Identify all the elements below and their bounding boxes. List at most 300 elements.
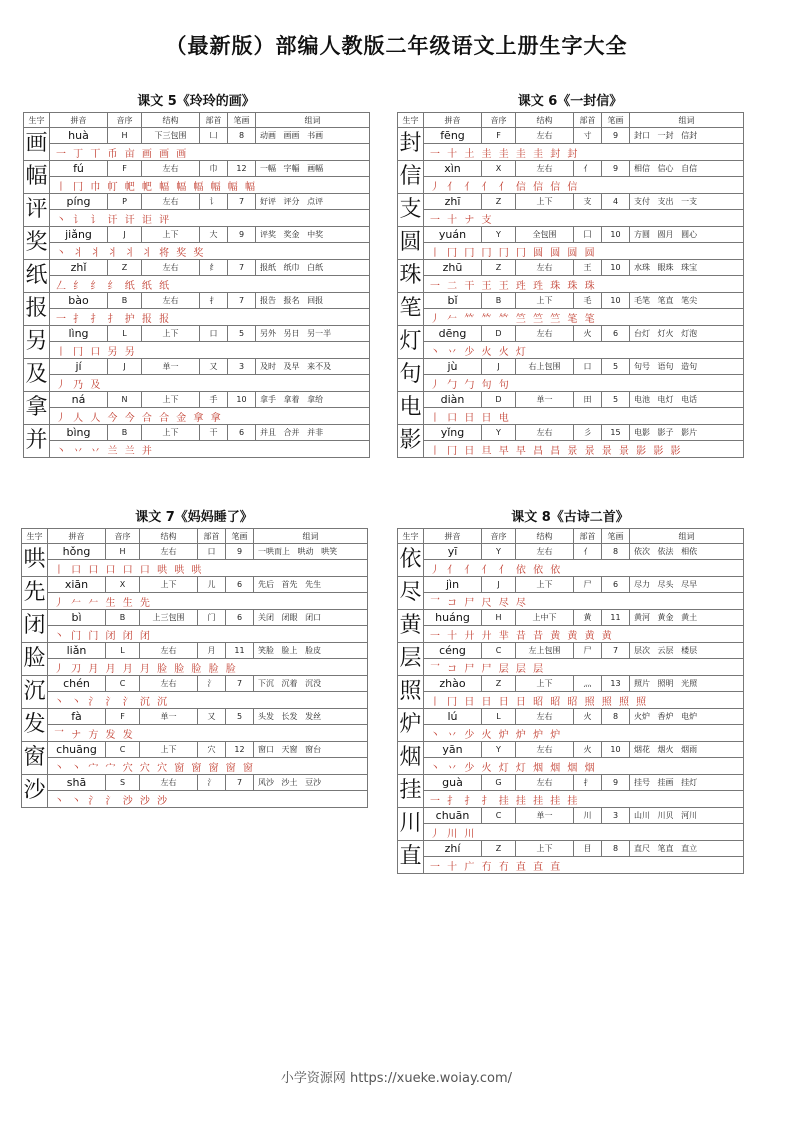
radical-cell: 口 (200, 326, 228, 342)
stroke-order-cell: 丶 门 门 闭 闭 闭 (48, 626, 368, 643)
pinyin-cell: yī (424, 544, 482, 560)
stroke-order-cell: 乛 コ 尸 尺 尽 尽 (424, 593, 744, 610)
lesson-title: 课文 5《玲玲的画》 (137, 94, 255, 109)
stroke-count-cell: 8 (602, 709, 630, 725)
character-cell: 川 (398, 808, 424, 841)
character-cell: 先 (22, 577, 48, 610)
radical-cell: 纟 (200, 260, 228, 276)
words-cell: 台灯 灯火 灯泡 (630, 326, 744, 342)
stroke-count-cell: 3 (228, 359, 256, 375)
character-cell: 评 (24, 194, 50, 227)
stroke-count-cell: 10 (228, 392, 256, 408)
initial-cell: H (106, 544, 140, 560)
stroke-order-cell: 丶 丶 氵 氵 沙 沙 沙 (48, 791, 368, 808)
words-cell: 并且 合并 并非 (256, 425, 370, 441)
structure-cell: 上下 (142, 326, 200, 342)
words-cell: 层次 云层 楼层 (630, 643, 744, 659)
stroke-count-cell: 5 (602, 359, 630, 375)
radical-cell: 火 (574, 742, 602, 758)
pinyin-cell: bǐ (424, 293, 482, 309)
structure-cell: 上下 (516, 577, 574, 593)
character-cell: 尽 (398, 577, 424, 610)
pinyin-cell: fà (48, 709, 106, 725)
stroke-count-cell: 9 (228, 227, 256, 243)
character-cell: 烟 (398, 742, 424, 775)
character-cell: 沉 (22, 676, 48, 709)
radical-cell: 巾 (200, 161, 228, 177)
structure-cell: 左右 (140, 643, 198, 659)
initial-cell: C (482, 808, 516, 824)
radical-cell: 目 (574, 841, 602, 857)
words-cell: 支付 支出 一支 (630, 194, 744, 210)
table-row (24, 293, 370, 309)
stroke-order-cell: 丨 冂 日 日 日 日 昭 昭 昭 照 照 照 照 (424, 692, 744, 709)
radical-cell: 大 (200, 227, 228, 243)
initial-cell: B (108, 425, 142, 441)
structure-cell: 上下 (142, 392, 200, 408)
pinyin-cell: jìn (424, 577, 482, 593)
radical-cell: 又 (198, 709, 226, 725)
stroke-order-cell: 丿 川 川 (424, 824, 744, 841)
column-header: 部首 (200, 113, 228, 128)
stroke-count-cell: 6 (226, 577, 254, 593)
pinyin-cell: hǒng (48, 544, 106, 560)
pinyin-cell: fēng (424, 128, 482, 144)
table-header (24, 113, 370, 128)
character-cell: 灯 (398, 326, 424, 359)
stroke-order-cell: 丶 丷 丷 兰 兰 并 (50, 441, 370, 458)
stroke-order-row (22, 626, 368, 643)
pinyin-cell: yǐng (424, 425, 482, 441)
stroke-count-cell: 5 (602, 392, 630, 408)
radical-cell: 又 (200, 359, 228, 375)
table-row (22, 775, 368, 791)
stroke-order-cell: 丿 人 人 今 今 合 合 金 拿 拿 (50, 408, 370, 425)
structure-cell: 上下 (516, 676, 574, 692)
radical-cell: 穴 (198, 742, 226, 758)
initial-cell: D (482, 326, 516, 342)
pinyin-cell: lìng (50, 326, 108, 342)
table-row (398, 293, 744, 309)
table-row (22, 709, 368, 725)
structure-cell: 单一 (140, 709, 198, 725)
structure-cell: 上下 (516, 293, 574, 309)
stroke-order-cell: 一 丁 丅 币 亩 画 画 画 (50, 144, 370, 161)
structure-cell: 上下 (142, 425, 200, 441)
stroke-count-cell: 9 (602, 775, 630, 791)
character-cell: 脸 (22, 643, 48, 676)
words-cell: 报告 报名 回报 (256, 293, 370, 309)
character-cell: 直 (398, 841, 424, 874)
stroke-count-cell: 12 (226, 742, 254, 758)
initial-cell: H (482, 610, 516, 626)
table-row (24, 326, 370, 342)
pinyin-cell: liǎn (48, 643, 106, 659)
radical-cell: 黄 (574, 610, 602, 626)
stroke-order-row (398, 441, 744, 458)
column-header: 结构 (140, 529, 198, 544)
stroke-count-cell: 10 (602, 260, 630, 276)
initial-cell: X (482, 161, 516, 177)
page-title: （最新版）部编人教版二年级语文上册生字大全 (165, 34, 628, 58)
initial-cell: Y (482, 425, 516, 441)
column-header: 结构 (142, 113, 200, 128)
table-row (22, 676, 368, 692)
table-row (398, 676, 744, 692)
structure-cell: 右上包围 (516, 359, 574, 375)
stroke-order-cell: 丶 丷 少 火 炉 炉 炉 炉 (424, 725, 744, 742)
structure-cell: 左右 (516, 425, 574, 441)
words-cell: 报纸 纸巾 白纸 (256, 260, 370, 276)
pinyin-cell: dēng (424, 326, 482, 342)
structure-cell: 上下 (142, 227, 200, 243)
initial-cell: N (108, 392, 142, 408)
pinyin-cell: jù (424, 359, 482, 375)
stroke-order-row (398, 857, 744, 874)
initial-cell: S (106, 775, 140, 791)
character-cell: 珠 (398, 260, 424, 293)
column-header: 生字 (398, 529, 424, 544)
table-row (398, 392, 744, 408)
words-cell: 挂号 挂画 挂灯 (630, 775, 744, 791)
stroke-count-cell: 8 (228, 128, 256, 144)
column-header: 组词 (630, 113, 744, 128)
stroke-order-row (22, 758, 368, 775)
stroke-order-row (24, 375, 370, 392)
initial-cell: C (482, 643, 516, 659)
words-cell: 烟花 烟火 烟雨 (630, 742, 744, 758)
table-row (22, 544, 368, 560)
stroke-count-cell: 6 (226, 610, 254, 626)
column-header: 拼音 (424, 529, 482, 544)
table-row (22, 742, 368, 758)
initial-cell: J (108, 227, 142, 243)
radical-cell: 彡 (574, 425, 602, 441)
character-table (397, 112, 744, 458)
pinyin-cell: zhī (424, 194, 482, 210)
pinyin-cell: huà (50, 128, 108, 144)
pinyin-cell: lú (424, 709, 482, 725)
stroke-order-cell: 丿 亻 亻 亻 亻 信 信 信 信 (424, 177, 744, 194)
radical-cell: 干 (200, 425, 228, 441)
character-cell: 奖 (24, 227, 50, 260)
initial-cell: B (482, 293, 516, 309)
stroke-order-cell: 丿 乃 及 (50, 375, 370, 392)
table-header (398, 529, 744, 544)
stroke-count-cell: 11 (602, 610, 630, 626)
pinyin-cell: xìn (424, 161, 482, 177)
stroke-count-cell: 7 (228, 293, 256, 309)
table-row (398, 425, 744, 441)
character-cell: 影 (398, 425, 424, 458)
stroke-count-cell: 9 (226, 544, 254, 560)
initial-cell: Y (482, 742, 516, 758)
column-header: 生字 (24, 113, 50, 128)
words-cell: 直尺 笔直 直立 (630, 841, 744, 857)
character-cell: 闭 (22, 610, 48, 643)
stroke-order-cell: 一 扌 扌 扌 护 报 报 (50, 309, 370, 326)
words-cell: 山川 川贝 河川 (630, 808, 744, 824)
initial-cell: Z (482, 676, 516, 692)
radical-cell: 灬 (574, 676, 602, 692)
column-header: 笔画 (602, 113, 630, 128)
table-row (398, 194, 744, 210)
stroke-order-cell: 𠃋 纟 纟 纟 纸 纸 纸 (50, 276, 370, 293)
radical-cell: 凵 (200, 128, 228, 144)
stroke-order-row (398, 243, 744, 260)
stroke-count-cell: 3 (602, 808, 630, 824)
column-header: 结构 (516, 113, 574, 128)
table-header (22, 529, 368, 544)
stroke-order-cell: 一 十 广 冇 冇 直 直 直 (424, 857, 744, 874)
structure-cell: 左右 (516, 128, 574, 144)
stroke-count-cell: 6 (602, 577, 630, 593)
initial-cell: Y (482, 227, 516, 243)
initial-cell: Z (482, 841, 516, 857)
structure-cell: 左右 (516, 709, 574, 725)
stroke-order-cell: 乛 ナ 方 发 发 (48, 725, 368, 742)
stroke-order-row (22, 560, 368, 577)
pinyin-cell: ná (50, 392, 108, 408)
initial-cell: J (108, 359, 142, 375)
stroke-order-row (398, 210, 744, 227)
pinyin-cell: bì (48, 610, 106, 626)
stroke-order-row (22, 593, 368, 610)
lesson-block (397, 508, 743, 874)
stroke-count-cell: 4 (602, 194, 630, 210)
pinyin-cell: zhū (424, 260, 482, 276)
table-row (398, 544, 744, 560)
stroke-order-cell: 丶 丶 宀 宀 穴 穴 穴 窗 窗 窗 窗 窗 (48, 758, 368, 775)
character-cell: 挂 (398, 775, 424, 808)
stroke-count-cell: 7 (226, 676, 254, 692)
words-cell: 黄河 黄金 黄土 (630, 610, 744, 626)
words-cell: 头发 长发 发丝 (254, 709, 368, 725)
radical-cell: 寸 (574, 128, 602, 144)
initial-cell: C (106, 742, 140, 758)
structure-cell: 左右 (142, 293, 200, 309)
initial-cell: F (106, 709, 140, 725)
words-cell: 毛笔 笔直 笔尖 (630, 293, 744, 309)
table-row (398, 161, 744, 177)
character-cell: 并 (24, 425, 50, 458)
table-row (24, 227, 370, 243)
column-header: 拼音 (50, 113, 108, 128)
column-header: 笔画 (602, 529, 630, 544)
character-cell: 封 (398, 128, 424, 161)
stroke-count-cell: 9 (602, 161, 630, 177)
pinyin-cell: huáng (424, 610, 482, 626)
pinyin-cell: céng (424, 643, 482, 659)
column-header: 拼音 (48, 529, 106, 544)
stroke-order-row (398, 309, 744, 326)
words-cell: 及时 及早 来不及 (256, 359, 370, 375)
pinyin-cell: chuān (424, 808, 482, 824)
pinyin-cell: píng (50, 194, 108, 210)
table-row (398, 742, 744, 758)
stroke-order-row (398, 659, 744, 676)
stroke-order-cell: 丶 丷 少 火 灯 灯 烟 烟 烟 烟 (424, 758, 744, 775)
character-cell: 另 (24, 326, 50, 359)
stroke-order-cell: 一 扌 扌 扌 挂 挂 挂 挂 挂 (424, 791, 744, 808)
radical-cell: 儿 (198, 577, 226, 593)
radical-cell: 尸 (574, 577, 602, 593)
radical-cell: 月 (198, 643, 226, 659)
stroke-count-cell: 10 (602, 227, 630, 243)
radical-cell: 火 (574, 709, 602, 725)
character-cell: 窗 (22, 742, 48, 775)
initial-cell: L (106, 643, 140, 659)
character-cell: 圆 (398, 227, 424, 260)
words-cell: 水珠 眼珠 珠宝 (630, 260, 744, 276)
stroke-order-cell: 丿 刀 月 月 月 月 脸 脸 脸 脸 脸 (48, 659, 368, 676)
table-row (24, 260, 370, 276)
structure-cell: 左右 (142, 161, 200, 177)
column-header: 生字 (398, 113, 424, 128)
table-row (24, 161, 370, 177)
stroke-order-row (24, 342, 370, 359)
structure-cell: 左上包围 (516, 643, 574, 659)
pinyin-cell: jí (50, 359, 108, 375)
radical-cell: 扌 (574, 775, 602, 791)
radical-cell: 亻 (574, 544, 602, 560)
pinyin-cell: zhào (424, 676, 482, 692)
radical-cell: 川 (574, 808, 602, 824)
character-cell: 黄 (398, 610, 424, 643)
character-cell: 沙 (22, 775, 48, 808)
stroke-order-row (24, 210, 370, 227)
stroke-order-cell: 丶 丷 少 火 火 灯 (424, 342, 744, 359)
radical-cell: 王 (574, 260, 602, 276)
initial-cell: G (482, 775, 516, 791)
stroke-order-cell: 丿 𠂉 𠂉 生 生 先 (48, 593, 368, 610)
table-row (398, 643, 744, 659)
pinyin-cell: shā (48, 775, 106, 791)
initial-cell: Z (108, 260, 142, 276)
stroke-order-row (22, 692, 368, 709)
stroke-count-cell: 10 (602, 742, 630, 758)
lesson-block (21, 508, 367, 808)
stroke-count-cell: 6 (602, 326, 630, 342)
stroke-order-row (398, 177, 744, 194)
table-row (24, 425, 370, 441)
character-cell: 笔 (398, 293, 424, 326)
stroke-order-cell: 丿 𠂉 𥫗 𥫗 𥫗 竺 竺 竺 笔 笔 (424, 309, 744, 326)
pinyin-cell: chén (48, 676, 106, 692)
lesson-block (23, 92, 369, 458)
stroke-order-row (398, 342, 744, 359)
words-cell: 笑脸 脸上 脸皮 (254, 643, 368, 659)
words-cell: 封口 一封 信封 (630, 128, 744, 144)
initial-cell: J (482, 577, 516, 593)
radical-cell: 尸 (574, 643, 602, 659)
structure-cell: 左右 (140, 544, 198, 560)
table-row (398, 709, 744, 725)
structure-cell: 左右 (516, 161, 574, 177)
radical-cell: 门 (198, 610, 226, 626)
initial-cell: P (108, 194, 142, 210)
stroke-count-cell: 8 (602, 841, 630, 857)
stroke-order-row (24, 177, 370, 194)
lesson-title: 课文 8《古诗二首》 (511, 510, 629, 525)
initial-cell: J (482, 359, 516, 375)
table-row (398, 326, 744, 342)
stroke-count-cell: 12 (228, 161, 256, 177)
lesson-title: 课文 7《妈妈睡了》 (135, 510, 253, 525)
words-cell: 电池 电灯 电话 (630, 392, 744, 408)
structure-cell: 左右 (142, 194, 200, 210)
character-cell: 电 (398, 392, 424, 425)
structure-cell: 单一 (142, 359, 200, 375)
table-row (22, 577, 368, 593)
radical-cell: 氵 (198, 676, 226, 692)
table-row (398, 775, 744, 791)
words-cell: 一哄而上 哄动 哄笑 (254, 544, 368, 560)
stroke-order-row (24, 144, 370, 161)
stroke-order-cell: 一 二 干 王 王 珄 珄 珠 珠 珠 (424, 276, 744, 293)
initial-cell: Z (482, 260, 516, 276)
stroke-count-cell: 13 (602, 676, 630, 692)
column-header: 生字 (22, 529, 48, 544)
stroke-order-cell: 丨 冂 口 另 另 (50, 342, 370, 359)
pinyin-cell: yuán (424, 227, 482, 243)
character-cell: 照 (398, 676, 424, 709)
stroke-order-cell: 丿 勹 勹 句 句 (424, 375, 744, 392)
stroke-order-row (398, 408, 744, 425)
radical-cell: 毛 (574, 293, 602, 309)
words-cell: 评奖 奖金 中奖 (256, 227, 370, 243)
stroke-order-cell: 丨 口 口 口 口 口 哄 哄 哄 (48, 560, 368, 577)
stroke-order-row (22, 659, 368, 676)
initial-cell: H (108, 128, 142, 144)
footer-url: 小学资源网 https://xueke.woiay.com/ (280, 1071, 513, 1086)
words-cell: 火炉 香炉 电炉 (630, 709, 744, 725)
stroke-order-cell: 丶 讠 讠 讦 讦 讵 评 (50, 210, 370, 227)
stroke-order-row (398, 560, 744, 577)
stroke-order-cell: 丨 冂 冂 冂 冂 冂 圆 圆 圆 圆 (424, 243, 744, 260)
stroke-order-row (22, 725, 368, 742)
column-header: 音序 (482, 113, 516, 128)
pinyin-cell: bào (50, 293, 108, 309)
words-cell: 照片 照明 光照 (630, 676, 744, 692)
stroke-order-row (398, 375, 744, 392)
radical-cell: 扌 (200, 293, 228, 309)
stroke-count-cell: 15 (602, 425, 630, 441)
table-header (398, 113, 744, 128)
table-row (22, 610, 368, 626)
initial-cell: D (482, 392, 516, 408)
stroke-order-row (398, 144, 744, 161)
words-cell: 窗口 天窗 窗台 (254, 742, 368, 758)
structure-cell: 左右 (516, 742, 574, 758)
structure-cell: 上下 (140, 577, 198, 593)
structure-cell: 单一 (516, 808, 574, 824)
initial-cell: B (106, 610, 140, 626)
column-header: 部首 (198, 529, 226, 544)
radical-cell: 氵 (198, 775, 226, 791)
words-cell: 一幅 字幅 画幅 (256, 161, 370, 177)
stroke-count-cell: 7 (228, 194, 256, 210)
pinyin-cell: diàn (424, 392, 482, 408)
initial-cell: B (108, 293, 142, 309)
pinyin-cell: zhǐ (50, 260, 108, 276)
column-header: 组词 (256, 113, 370, 128)
character-table (21, 528, 368, 808)
radical-cell: 亻 (574, 161, 602, 177)
table-row (398, 128, 744, 144)
radical-cell: 讠 (200, 194, 228, 210)
radical-cell: 手 (200, 392, 228, 408)
